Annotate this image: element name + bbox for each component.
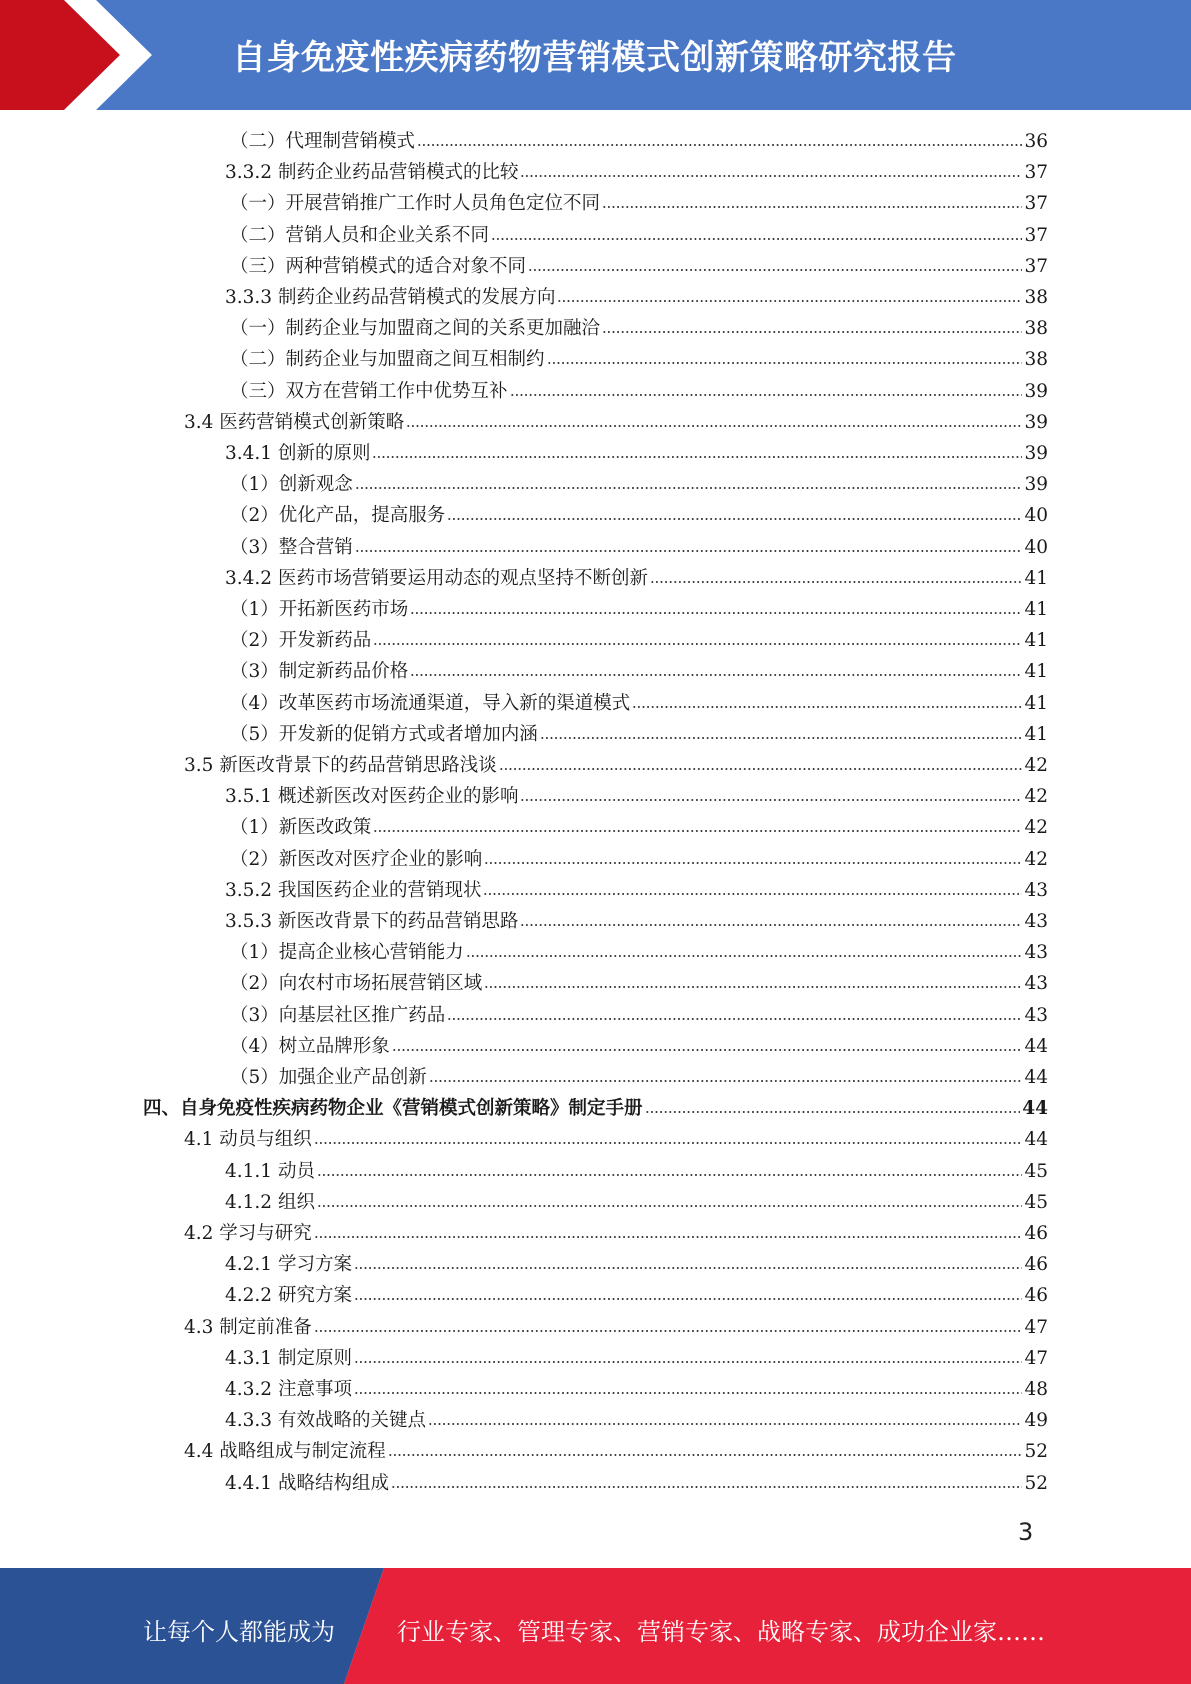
toc-entry-page: 43: [1024, 911, 1048, 932]
toc-leader-dots: [373, 641, 1022, 647]
toc-entry-title: 3.5 新医改背景下的药品营销思路浅谈: [184, 755, 497, 776]
toc-entry-page: 41: [1024, 723, 1048, 745]
toc-entry-title: （1）开拓新医药市场: [230, 599, 409, 620]
toc-entry-title: 3.4.1 创新的原则: [225, 443, 371, 464]
toc-leader-dots: [392, 1047, 1023, 1053]
toc-entry-title: 3.4 医药营销模式创新策略: [184, 411, 405, 433]
toc-entry[interactable]: [230, 315, 1048, 341]
toc-entry[interactable]: [225, 1251, 1048, 1277]
toc-entry-page: 43: [1024, 973, 1048, 995]
toc-entry[interactable]: [225, 908, 1048, 934]
toc-entry-title: 4.1.2 组织: [225, 1191, 315, 1213]
toc-entry-page: 44: [1024, 1035, 1048, 1057]
toc-entry-page: 37: [1024, 224, 1048, 246]
toc-entry-title: （3）整合营销: [230, 536, 353, 558]
toc-entry[interactable]: [230, 253, 1048, 279]
toc-leader-dots: [447, 1016, 1022, 1022]
toc-entry-page: 39: [1024, 380, 1048, 402]
toc-entry[interactable]: [184, 1438, 1048, 1464]
toc-entry-title: （三）双方在营销工作中优势互补: [230, 380, 508, 402]
toc-entry-title: （2）开发新药品: [230, 630, 372, 652]
toc-entry[interactable]: [230, 378, 1048, 404]
toc-entry[interactable]: [184, 409, 1048, 435]
toc-entry-title: （5）开发新的促销方式或者增加内涵: [230, 723, 538, 745]
toc-entry-page: 39: [1024, 443, 1048, 464]
toc-entry-title: 4.1 动员与组织: [184, 1129, 312, 1151]
toc-entry[interactable]: [225, 1282, 1048, 1308]
toc-leader-dots: [499, 766, 1023, 772]
toc-entry-title: 4.1.1 动员: [225, 1160, 315, 1182]
toc-entry[interactable]: [225, 1470, 1048, 1496]
toc-leader-dots: [317, 1172, 1023, 1178]
toc-entry-title: （2）新医改对医疗企业的影响: [230, 848, 483, 870]
toc-entry-page: 44: [1022, 1098, 1048, 1120]
toc-entry-page: 42: [1024, 755, 1048, 776]
toc-entry-page: 43: [1024, 1004, 1048, 1026]
toc-leader-dots: [483, 891, 1022, 897]
toc-entry-title: （4）树立品牌形象: [230, 1035, 390, 1057]
toc-leader-dots: [429, 1078, 1023, 1084]
toc-entry-page: 52: [1024, 1441, 1048, 1463]
toc-entry-page: 45: [1024, 1160, 1048, 1182]
toc-entry-title: （一）开展营销推广工作时人员角色定位不同: [230, 193, 601, 215]
toc-leader-dots: [528, 267, 1022, 273]
toc-leader-dots: [491, 236, 1022, 242]
toc-leader-dots: [406, 423, 1022, 429]
footer-banner: [0, 1568, 1191, 1684]
toc-entry[interactable]: [225, 284, 1048, 310]
toc-entry-title: （二）制药企业与加盟商之间互相制约: [230, 349, 545, 371]
toc-entry[interactable]: [230, 596, 1048, 622]
toc-entry-page: 36: [1024, 131, 1048, 152]
toc-entry-page: 43: [1024, 942, 1048, 964]
toc-entry-page: 37: [1024, 162, 1048, 184]
toc-entry[interactable]: [184, 1220, 1048, 1246]
toc-entry-page: 44: [1024, 1129, 1048, 1151]
toc-leader-dots: [355, 485, 1023, 491]
toc-entry-title: （4）改革医药市场流通渠道，导入新的渠道模式: [230, 692, 631, 714]
toc-entry-page: 38: [1024, 349, 1048, 371]
toc-entry-title: 4.4.1 战略结构组成: [225, 1472, 389, 1494]
toc-entry[interactable]: [230, 471, 1048, 497]
toc-entry-title: 4.2.1 学习方案: [225, 1254, 352, 1276]
header-arrow-icon: [0, 0, 160, 110]
toc-entry[interactable]: [230, 627, 1048, 653]
toc-leader-dots: [388, 1452, 1023, 1458]
document-title: 自身免疫性疾病药物营销模式创新策略研究报告: [232, 38, 957, 78]
toc-leader-dots: [410, 610, 1022, 616]
toc-leader-dots: [354, 1390, 1023, 1396]
toc-entry-page: 37: [1024, 193, 1048, 215]
toc-entry-title: 4.3.3 有效战略的关键点: [225, 1410, 426, 1432]
toc-entry-title: （2）向农村市场拓展营销区域: [230, 973, 483, 995]
toc-entry[interactable]: [230, 1002, 1048, 1028]
toc-entry[interactable]: [230, 939, 1048, 965]
toc-entry[interactable]: [225, 440, 1048, 466]
toc-entry-title: 4.2 学习与研究: [184, 1223, 312, 1244]
toc-leader-dots: [354, 1265, 1023, 1271]
toc-entry-page: 46: [1024, 1223, 1048, 1244]
toc-entry-title: 3.5.1 概述新医改对医药企业的影响: [225, 786, 519, 808]
toc-entry-title: 4.3.2 注意事项: [225, 1379, 352, 1400]
toc-entry-page: 46: [1024, 1254, 1048, 1276]
toc-entry[interactable]: [230, 970, 1048, 996]
toc-entry[interactable]: [230, 502, 1048, 528]
toc-entry-page: 41: [1024, 692, 1048, 714]
toc-leader-dots: [417, 142, 1022, 148]
toc-leader-dots: [540, 735, 1023, 741]
toc-entry-title: 4.2.2 研究方案: [225, 1285, 352, 1307]
toc-leader-dots: [602, 329, 1022, 335]
toc-entry-page: 40: [1024, 505, 1048, 527]
toc-entry-title: 3.3.3 制药企业药品营销模式的发展方向: [225, 287, 556, 308]
toc-entry-page: 38: [1024, 318, 1048, 340]
footer-slogan-left: 让每个人都能成为: [143, 1618, 335, 1646]
toc-entry-title: 4.4 战略组成与制定流程: [184, 1441, 386, 1463]
toc-leader-dots: [354, 1296, 1023, 1302]
toc-entry-page: 46: [1024, 1285, 1048, 1307]
toc-leader-dots: [314, 1328, 1023, 1334]
toc-entry-page: 40: [1024, 536, 1048, 558]
toc-entry-page: 41: [1024, 661, 1048, 683]
toc-leader-dots: [391, 1484, 1022, 1490]
toc-leader-dots: [466, 953, 1023, 959]
toc-entry-title: 3.5.3 新医改背景下的药品营销思路: [225, 911, 519, 932]
toc-entry-page: 49: [1024, 1410, 1048, 1432]
toc-leader-dots: [547, 360, 1023, 366]
toc-entry-page: 47: [1024, 1316, 1048, 1338]
toc-entry-title: 3.4.2 医药市场营销要运用动态的观点坚持不断创新: [225, 567, 648, 589]
toc-entry-title: 4.3.1 制定原则: [225, 1347, 352, 1369]
toc-entry[interactable]: [225, 1189, 1048, 1215]
toc-entry[interactable]: [230, 222, 1048, 248]
toc-entry-title: （2）优化产品，提高服务: [230, 505, 446, 527]
toc-entry-page: 37: [1024, 255, 1048, 277]
toc-entry[interactable]: [225, 1407, 1048, 1433]
toc-entry[interactable]: [184, 1126, 1048, 1152]
toc-entry[interactable]: [225, 877, 1048, 903]
toc-leader-dots: [520, 173, 1022, 179]
toc-entry[interactable]: [143, 1095, 1048, 1121]
toc-entry[interactable]: [225, 565, 1048, 591]
toc-entry[interactable]: [230, 346, 1048, 372]
toc-entry[interactable]: [225, 1158, 1048, 1184]
toc-entry[interactable]: [230, 721, 1048, 747]
toc-entry-title: （一）制药企业与加盟商之间的关系更加融洽: [230, 318, 601, 340]
toc-entry[interactable]: [230, 128, 1048, 154]
header-banner: [0, 0, 1191, 110]
toc-leader-dots: [484, 860, 1022, 866]
toc-leader-dots: [354, 1359, 1023, 1365]
toc-entry-page: 38: [1024, 287, 1048, 308]
toc-entry-title: （5）加强企业产品创新: [230, 1067, 427, 1088]
toc-leader-dots: [317, 1203, 1023, 1209]
toc-leader-dots: [428, 1421, 1022, 1427]
toc-entry[interactable]: [225, 159, 1048, 185]
toc-entry-title: 四、自身免疫性疾病药物企业《营销模式创新策略》制定手册: [143, 1098, 643, 1120]
toc-entry-page: 43: [1024, 879, 1048, 901]
toc-entry-page: 42: [1024, 848, 1048, 870]
toc-leader-dots: [520, 797, 1022, 803]
toc-entry[interactable]: [225, 1345, 1048, 1371]
toc-leader-dots: [410, 672, 1022, 678]
toc-entry-page: 39: [1024, 474, 1048, 496]
toc-leader-dots: [602, 204, 1022, 210]
toc-entry[interactable]: [230, 658, 1048, 684]
toc-entry[interactable]: [230, 1033, 1048, 1059]
toc-entry-page: 41: [1024, 567, 1048, 589]
toc-leader-dots: [650, 579, 1022, 585]
toc-entry[interactable]: [230, 190, 1048, 216]
toc-entry-title: （3）向基层社区推广药品: [230, 1004, 446, 1026]
toc-leader-dots: [314, 1140, 1023, 1146]
toc-entry[interactable]: [230, 846, 1048, 872]
toc-entry-page: 47: [1024, 1347, 1048, 1369]
toc-entry-title: （1）新医改政策: [230, 817, 372, 839]
toc-entry[interactable]: [184, 1314, 1048, 1340]
toc-leader-dots: [355, 548, 1023, 554]
toc-entry-title: （3）制定新药品价格: [230, 661, 409, 683]
toc-entry-title: 4.3 制定前准备: [184, 1316, 312, 1338]
toc-leader-dots: [372, 454, 1022, 460]
toc-entry[interactable]: [225, 783, 1048, 809]
toc-entry-title: 3.3.2 制药企业药品营销模式的比较: [225, 162, 519, 184]
toc-entry[interactable]: [225, 1376, 1048, 1402]
toc-entry-title: （二）营销人员和企业关系不同: [230, 224, 490, 246]
toc-entry-title: 3.5.2 我国医药企业的营销现状: [225, 879, 482, 901]
toc-leader-dots: [447, 516, 1022, 522]
footer-slogan-right: 行业专家、管理专家、营销专家、战略专家、成功企业家……: [397, 1618, 1045, 1646]
toc-entry[interactable]: [230, 690, 1048, 716]
toc-entry-page: 39: [1024, 411, 1048, 433]
toc-entry-title: （三）两种营销模式的适合对象不同: [230, 255, 527, 277]
toc-leader-dots: [314, 1234, 1023, 1240]
toc-entry-page: 52: [1024, 1472, 1048, 1494]
toc-entry-title: （二）代理制营销模式: [230, 131, 416, 152]
toc-entry-title: （1）创新观念: [230, 474, 353, 496]
toc-leader-dots: [373, 828, 1022, 834]
toc-leader-dots: [645, 1109, 1021, 1115]
toc-entry-page: 41: [1024, 630, 1048, 652]
toc-entry[interactable]: [184, 752, 1048, 778]
toc-entry[interactable]: [230, 1064, 1048, 1090]
toc-leader-dots: [484, 984, 1022, 990]
toc-leader-dots: [510, 392, 1023, 398]
toc-entry-page: 41: [1024, 599, 1048, 620]
toc-leader-dots: [520, 922, 1022, 928]
toc-entry-page: 48: [1024, 1379, 1048, 1400]
page-number: 3: [1018, 1518, 1034, 1546]
toc-leader-dots: [632, 704, 1022, 710]
toc-entry-page: 42: [1024, 817, 1048, 839]
toc-entry[interactable]: [230, 534, 1048, 560]
toc-entry[interactable]: [230, 814, 1048, 840]
toc-leader-dots: [557, 298, 1022, 304]
toc-entry-page: 45: [1024, 1191, 1048, 1213]
toc-entry-page: 42: [1024, 786, 1048, 808]
toc-entry-page: 44: [1024, 1067, 1048, 1088]
toc-entry-title: （1）提高企业核心营销能力: [230, 942, 464, 964]
